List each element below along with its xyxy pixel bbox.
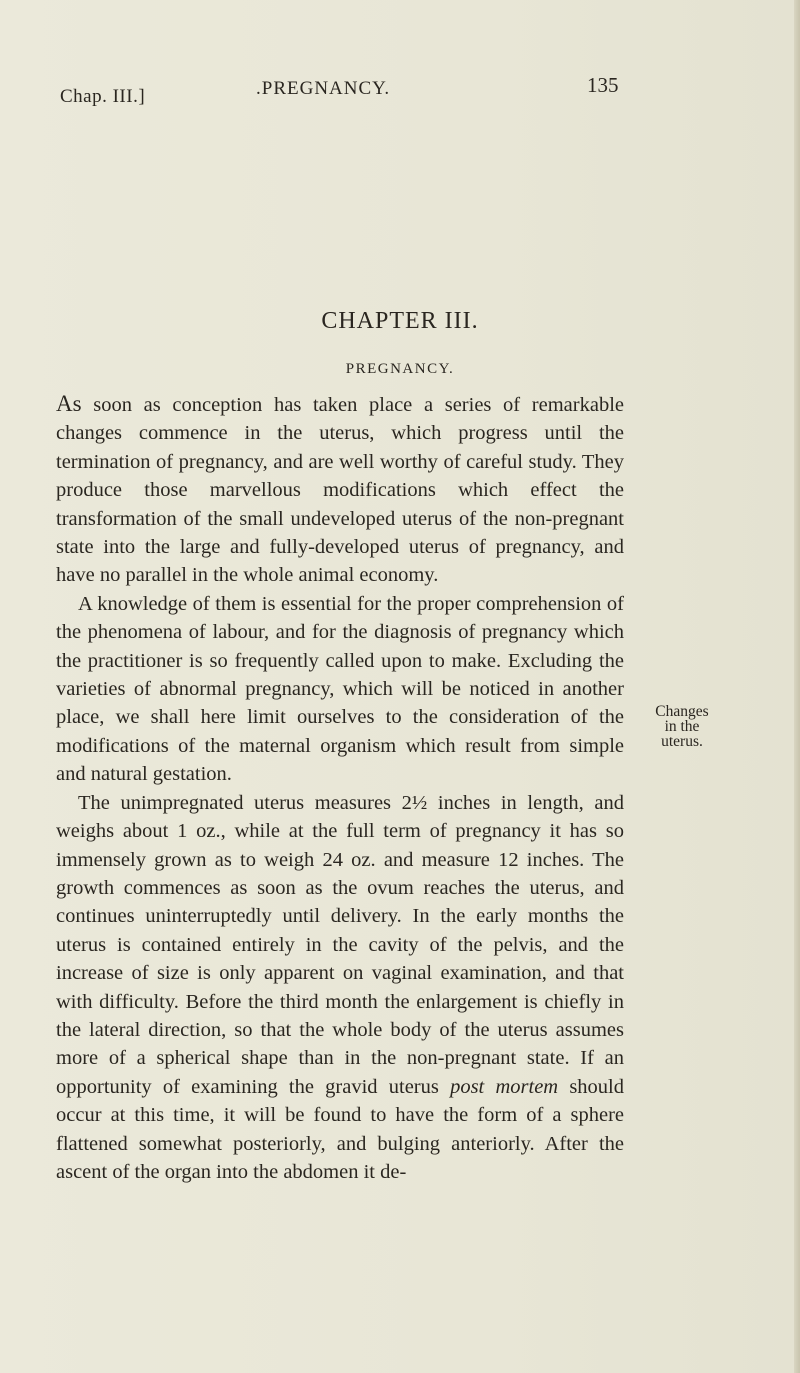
margin-note-line-3: uterus. [661, 733, 703, 750]
running-head [60, 73, 620, 108]
paragraph-3-text-b: should occur at this time, it will be found to have the form of a sphere flattened somewhat posteriorly, and bulging anteriorly. After the ascent of the organ into the abdomen it de- [56, 1075, 624, 1183]
paragraph-3 [56, 789, 624, 1187]
paragraph-3-text-a: The unimpregnated uterus measures 2½ inches in length, and weighs about 1 oz., while at the full term of pregnancy it has so immensely grown as to weigh 24 oz. and measure 12 inches. The growth commences as soon as the ovum reaches the uterus, and continues uninterruptedly until delivery. In the early months the uterus is contained entirely in the cavity of the pelvis, and the increase of size is only apparent on vaginal examination, and that with difficulty. Before the third month the enlargement is chiefly in the lateral direction, so that the whole body of the uterus assumes more of a spherical shape than in the non-pregnant state. If an opportunity of examining the gravid uterus [56, 791, 624, 1098]
paragraph-3-italic: post mortem [450, 1075, 559, 1098]
running-head-title: .PREGNANCY. [256, 78, 391, 99]
body-text [56, 390, 624, 1186]
paragraph-2: A knowledge of them is essential for the proper comprehension of the phenomena of labour, and for the diagnosis of pregnancy which the practitioner is so frequently called upon to make. Excluding the varieties of abnormal pregnancy, which will be noticed in another place, we shall here limit ourselves to the consideration of the modifications of the maternal organism which result from simple and natural gestation. [56, 592, 624, 786]
paragraph-1-text: soon as conception has taken place a series of remarkable changes commence in the uterus, which progress until the termination of pregnancy, and are well worthy of careful study. They produce those marvellous modifications which effect the transformation of the small undeveloped uterus of the non-pregnant state into the large and fully-developed uterus of pregnancy, and have no parallel in the whole animal economy. [56, 394, 624, 587]
margin-note-line-1: Changes [655, 703, 709, 720]
margin-note-line-2: in the [664, 718, 700, 735]
paragraph-1 [56, 390, 624, 590]
page-number: 135 [587, 73, 619, 97]
page-edge [794, 0, 800, 1373]
running-head-chapter: Chap. III.] [60, 86, 146, 107]
margin-note [632, 704, 732, 749]
chapter-subtitle: PREGNANCY. [345, 361, 455, 377]
paragraph-lead: As [56, 391, 82, 416]
chapter-title: CHAPTER III. [321, 308, 479, 334]
